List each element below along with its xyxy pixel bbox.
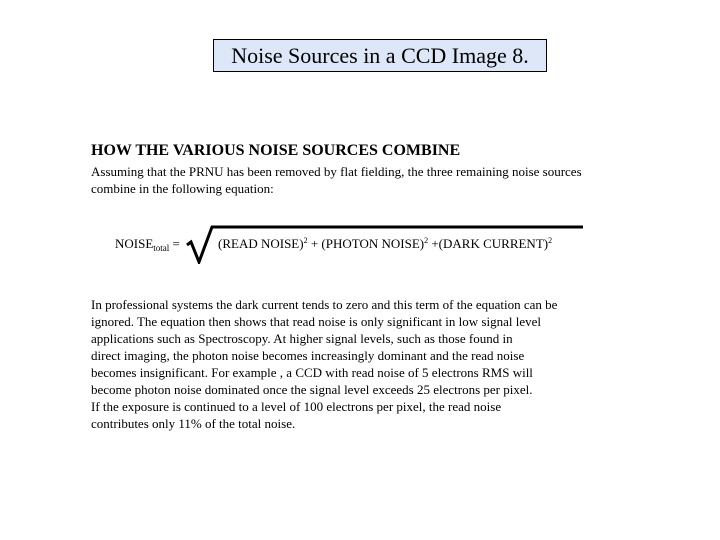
photon-noise-term: + (PHOTON NOISE) [307,236,425,251]
section-heading: HOW THE VARIOUS NOISE SOURCES COMBINE [91,142,461,159]
equals-sign: = [172,236,180,251]
intro-paragraph: Assuming that the PRNU has been removed by flat fielding, the three remaining noise sources combine in the following equation: [91,164,582,196]
body-line: direct imaging, the photon noise becomes increasingly dominant and the read noise [91,348,525,363]
noise-label: NOISE [115,236,154,251]
dark-current-term: +(DARK CURRENT) [428,236,549,251]
noise-subscript: total [153,243,170,253]
exponent: 2 [303,236,308,245]
body-line: ignored. The equation then shows that read noise is only significant in low signal level [91,314,541,329]
body-line: becomes insignificant. For example , a CCD with read noise of 5 electrons RMS will [91,365,533,380]
body-line: applications such as Spectroscopy. At higher signal levels, such as those found in [91,331,513,346]
body-paragraph [91,296,611,432]
equation-lhs [115,236,180,252]
body-line: In professional systems the dark current tends to zero and this term of the equation can be [91,297,558,312]
body-line: become photon noise dominated once the signal level exceeds 25 electrons per pixel. [91,382,533,397]
equation-rhs [218,236,552,252]
read-noise-term: (READ NOISE) [218,236,304,251]
exponent: 2 [424,236,429,245]
exponent: 2 [548,236,553,245]
body-line: If the exposure is continued to a level of 100 electrons per pixel, the read noise [91,399,502,414]
slide-title: Noise Sources in a CCD Image 8. [213,39,547,72]
body-line: contributes only 11% of the total noise. [91,416,296,431]
